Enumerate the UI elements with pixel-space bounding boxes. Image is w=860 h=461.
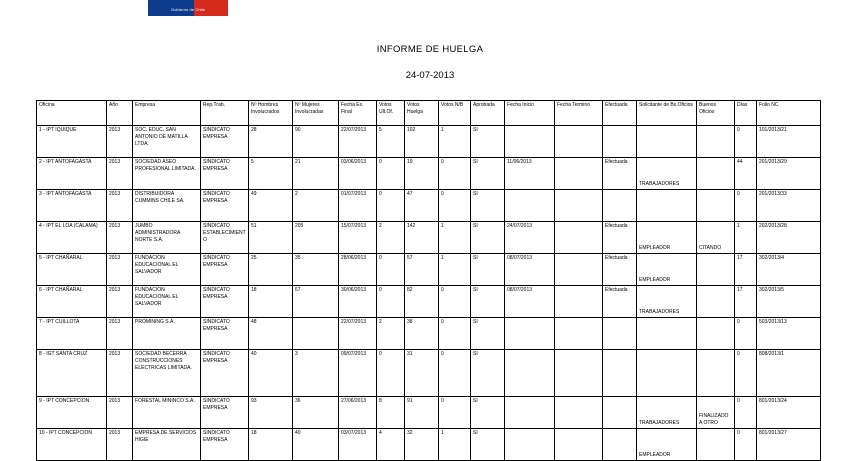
- table-cell: Efectuada: [603, 158, 637, 190]
- table-cell: 0: [377, 158, 405, 190]
- table-cell: 8 - IGT SANTA CRUZ: [37, 350, 107, 397]
- table-cell: SI: [471, 254, 505, 286]
- table-cell: 801/2013/27: [757, 429, 821, 461]
- table-cell: TRABAJADORES: [637, 158, 697, 190]
- table-cell: 48: [249, 318, 293, 350]
- column-header: Empresa: [133, 101, 201, 126]
- table-cell: [505, 190, 555, 222]
- table-cell: 2013: [107, 318, 133, 350]
- table-cell: 2013: [107, 158, 133, 190]
- table-cell: 302/2013/4: [757, 254, 821, 286]
- table-cell: EMPLEADOR: [637, 429, 697, 461]
- table-cell: 40: [249, 350, 293, 397]
- column-header: Oficina: [37, 101, 107, 126]
- table-cell: 35: [293, 254, 339, 286]
- table-cell: 4 - IPT EL LOA (CALAMA): [37, 222, 107, 254]
- table-cell: SINDICATO EMPRESA: [201, 190, 249, 222]
- table-cell: FUNDACION EDUCACIONAL EL SALVADOR: [133, 254, 201, 286]
- table-cell: 28/06/2013: [339, 254, 377, 286]
- table-cell: 40: [293, 429, 339, 461]
- table-cell: [637, 126, 697, 158]
- table-cell: 0: [439, 318, 471, 350]
- table-cell: 0: [735, 190, 757, 222]
- table-cell: [555, 318, 603, 350]
- table-cell: 101/2013/21: [757, 126, 821, 158]
- table-cell: 01/07/2013: [339, 190, 377, 222]
- table-row: [37, 350, 821, 397]
- table-cell: 2 - IPT ANTOFAGASTA: [37, 158, 107, 190]
- table-cell: SI: [471, 190, 505, 222]
- table-cell: 22/07/2013: [339, 318, 377, 350]
- table-cell: 21: [293, 158, 339, 190]
- table-row: [37, 429, 821, 461]
- table-cell: 302/2013/5: [757, 286, 821, 318]
- table-row: [37, 222, 821, 254]
- table-cell: [697, 318, 735, 350]
- table-cell: 0: [439, 158, 471, 190]
- table-cell: 57: [405, 254, 439, 286]
- report-title: INFORME DE HUELGA: [376, 44, 484, 55]
- table-cell: SI: [471, 318, 505, 350]
- table-cell: 5 - IPT CHAÑARAL: [37, 254, 107, 286]
- table-cell: 0: [735, 350, 757, 397]
- table-cell: 5: [377, 126, 405, 158]
- table-cell: JUMBO ADMINISTRADORA NORTE S.A.: [133, 222, 201, 254]
- table-cell: 17: [735, 254, 757, 286]
- table-cell: [697, 254, 735, 286]
- table-cell: [697, 429, 735, 461]
- table-cell: FUNDACION EDUCACIONAL EL SALVADOR: [133, 286, 201, 318]
- table-cell: 08/07/2013: [505, 286, 555, 318]
- table-cell: 201/2013/33: [757, 190, 821, 222]
- table-cell: 11/06/2013: [505, 158, 555, 190]
- table-cell: [505, 397, 555, 429]
- table-cell: 91: [405, 397, 439, 429]
- table-cell: 2013: [107, 254, 133, 286]
- table-cell: 0: [377, 190, 405, 222]
- table-cell: CITANDO: [697, 222, 735, 254]
- column-header: Folio NC: [757, 101, 821, 126]
- table-cell: [697, 158, 735, 190]
- table-cell: 0: [439, 286, 471, 318]
- table-cell: [555, 429, 603, 461]
- table-cell: [603, 190, 637, 222]
- table-cell: 03/06/2013: [339, 158, 377, 190]
- table-cell: [697, 286, 735, 318]
- table-cell: SOCIEDAD BECERRA CONSTRUCCIONES ELECTRICAS LIMITADA.: [133, 350, 201, 397]
- table-cell: 90: [293, 126, 339, 158]
- table-cell: EMPLEADOR: [637, 222, 697, 254]
- column-header: Votos Ult.Of.: [377, 101, 405, 126]
- table-cell: 503/2013/13: [757, 318, 821, 350]
- table-row: [37, 318, 821, 350]
- column-header: Aprobada: [471, 101, 505, 126]
- column-header: Rep.Trab.: [201, 101, 249, 126]
- table-cell: 0: [735, 397, 757, 429]
- table-cell: 2013: [107, 286, 133, 318]
- table-cell: 1: [439, 126, 471, 158]
- table-cell: 6 - IPT CHAÑARAL: [37, 286, 107, 318]
- table-cell: 205: [293, 222, 339, 254]
- table-cell: 09/07/2013: [339, 350, 377, 397]
- table-cell: SI: [471, 429, 505, 461]
- column-header: Fecha Ex. Final: [339, 101, 377, 126]
- table-cell: 1 - IPT IQUIQUE: [37, 126, 107, 158]
- table-cell: 1: [439, 222, 471, 254]
- table-cell: [505, 429, 555, 461]
- table-cell: 2: [293, 190, 339, 222]
- table-cell: 08/07/2013: [505, 254, 555, 286]
- table-cell: 5: [249, 158, 293, 190]
- column-header: Nº Hombres Involucrados: [249, 101, 293, 126]
- table-cell: [555, 350, 603, 397]
- column-header: Votos Huelga: [405, 101, 439, 126]
- table-cell: [555, 397, 603, 429]
- table-cell: [505, 350, 555, 397]
- table-cell: 2013: [107, 126, 133, 158]
- table-cell: 102: [405, 126, 439, 158]
- table-cell: 2: [377, 222, 405, 254]
- table-cell: 2013: [107, 397, 133, 429]
- table-cell: [637, 318, 697, 350]
- table-cell: 22/07/2013: [339, 126, 377, 158]
- table-cell: 2013: [107, 190, 133, 222]
- table-cell: 201/2013/29: [757, 158, 821, 190]
- table-cell: Efectuada: [603, 254, 637, 286]
- table-row: [37, 158, 821, 190]
- logo-text: Gobierno de Chile: [171, 7, 205, 12]
- table-cell: 1: [735, 222, 757, 254]
- table-cell: PROMINING S.A.: [133, 318, 201, 350]
- table-cell: SOC. EDUC. SAN ANTONIO DE MATILLA LTDA.: [133, 126, 201, 158]
- table-cell: [555, 254, 603, 286]
- table-cell: 2013: [107, 222, 133, 254]
- table-cell: 0: [735, 126, 757, 158]
- table-cell: SI: [471, 350, 505, 397]
- table-cell: FORESTAL MININCO S.A.: [133, 397, 201, 429]
- table-cell: Efectuada: [603, 222, 637, 254]
- column-header: Solicitante de Bs.Oficios: [637, 101, 697, 126]
- table-cell: [603, 126, 637, 158]
- table-cell: 93: [249, 397, 293, 429]
- table-cell: [603, 318, 637, 350]
- table-cell: DISTRIBUIDORA CUMMINS CHILE SA.: [133, 190, 201, 222]
- table-cell: 202/2013/28: [757, 222, 821, 254]
- table-cell: [555, 126, 603, 158]
- table-cell: 27/06/2013: [339, 397, 377, 429]
- table-cell: 1: [439, 429, 471, 461]
- table-cell: SINDICATO EMPRESA: [201, 429, 249, 461]
- table-cell: 801/2013/24: [757, 397, 821, 429]
- column-header: Fecha Termino: [555, 101, 603, 126]
- table-cell: 10 - IPT CONCEPCION: [37, 429, 107, 461]
- table-row: [37, 190, 821, 222]
- table-cell: 49: [249, 190, 293, 222]
- table-cell: EMPRESA DE SERVICIOS HIGIE: [133, 429, 201, 461]
- table-cell: 28: [249, 126, 293, 158]
- table-cell: 36: [293, 397, 339, 429]
- table-cell: [697, 126, 735, 158]
- table-cell: SI: [471, 286, 505, 318]
- table-cell: 0: [377, 254, 405, 286]
- table-cell: SI: [471, 126, 505, 158]
- table-cell: 0: [735, 318, 757, 350]
- table-cell: [555, 158, 603, 190]
- table-cell: [555, 190, 603, 222]
- table-cell: 2013: [107, 350, 133, 397]
- table-cell: 24/07/2013: [505, 222, 555, 254]
- table-cell: 3 - IPT ANTOFAGASTA: [37, 190, 107, 222]
- table-cell: 03/07/2013: [339, 429, 377, 461]
- table-cell: 82: [405, 286, 439, 318]
- table-cell: 0: [439, 350, 471, 397]
- column-header: Nº Mujeres Involucradas: [293, 101, 339, 126]
- table-cell: 0: [377, 350, 405, 397]
- table-cell: 17: [735, 286, 757, 318]
- table-cell: SINDICATO EMPRESA: [201, 286, 249, 318]
- report-date: 24-07-2013: [405, 70, 455, 81]
- table-cell: 4: [377, 429, 405, 461]
- table-cell: 30/06/2013: [339, 286, 377, 318]
- table-cell: SINDICATO EMPRESA: [201, 126, 249, 158]
- table-cell: 8: [377, 397, 405, 429]
- table-cell: Efectuada: [603, 286, 637, 318]
- table-cell: 15/07/2013: [339, 222, 377, 254]
- table-cell: [603, 429, 637, 461]
- table-cell: 51: [249, 222, 293, 254]
- table-header-row: [37, 101, 821, 126]
- table-cell: SINDICATO EMPRESA: [201, 158, 249, 190]
- table-cell: [697, 350, 735, 397]
- table-cell: 9 - IPT CONCEPCION: [37, 397, 107, 429]
- table-cell: [555, 286, 603, 318]
- table-cell: 18: [249, 286, 293, 318]
- table-cell: [505, 126, 555, 158]
- table-cell: SOCIEDAD ASEO PROFESIONAL LIMITADA.: [133, 158, 201, 190]
- table-cell: TRABAJADORES: [637, 397, 697, 429]
- table-cell: 0: [377, 286, 405, 318]
- column-header: Año: [107, 101, 133, 126]
- table-cell: 0: [439, 190, 471, 222]
- table-cell: 32: [405, 429, 439, 461]
- table-cell: [293, 318, 339, 350]
- table-cell: 19: [405, 158, 439, 190]
- table-cell: 142: [405, 222, 439, 254]
- table-cell: 44: [735, 158, 757, 190]
- table-cell: FINALIZADO A OTRO: [697, 397, 735, 429]
- table-cell: [603, 397, 637, 429]
- table-cell: [637, 350, 697, 397]
- table-cell: EMPLEADOR: [637, 254, 697, 286]
- table-cell: 2: [377, 318, 405, 350]
- table-cell: [505, 318, 555, 350]
- table-row: [37, 286, 821, 318]
- table-cell: 7 - IPT CUILLOTA: [37, 318, 107, 350]
- table-cell: [555, 222, 603, 254]
- table-cell: 25: [249, 254, 293, 286]
- table-cell: 38: [405, 318, 439, 350]
- column-header: Buenos Oficios: [697, 101, 735, 126]
- table-cell: 1: [439, 254, 471, 286]
- table-cell: SINDICATO ESTABLECIMIENTO: [201, 222, 249, 254]
- table-cell: SINDICATO EMPRESA: [201, 254, 249, 286]
- table-cell: SI: [471, 397, 505, 429]
- table-cell: 47: [405, 190, 439, 222]
- table-cell: 0: [735, 429, 757, 461]
- table-cell: 0: [439, 397, 471, 429]
- table-cell: 31: [405, 350, 439, 397]
- table-row: [37, 126, 821, 158]
- table-cell: SI: [471, 158, 505, 190]
- column-header: Días: [735, 101, 757, 126]
- table-cell: [603, 350, 637, 397]
- table-cell: [637, 190, 697, 222]
- column-header: Efectuada: [603, 101, 637, 126]
- table-cell: SI: [471, 222, 505, 254]
- table-row: [37, 254, 821, 286]
- strike-report-table: [36, 100, 821, 461]
- table-cell: [697, 190, 735, 222]
- table-cell: 808/2013/1: [757, 350, 821, 397]
- table-cell: 18: [249, 429, 293, 461]
- table-cell: 3: [293, 350, 339, 397]
- table-cell: TRABAJADORES: [637, 286, 697, 318]
- table-cell: 67: [293, 286, 339, 318]
- table-row: [37, 397, 821, 429]
- column-header: Votos N/B: [439, 101, 471, 126]
- table-cell: SINDICATO EMPRESA: [201, 318, 249, 350]
- column-header: Fecha Inicio: [505, 101, 555, 126]
- table-cell: SINDICATO EMPRESA: [201, 397, 249, 429]
- table-cell: SINDICATO EMPRESA: [201, 350, 249, 397]
- table-cell: 2013: [107, 429, 133, 461]
